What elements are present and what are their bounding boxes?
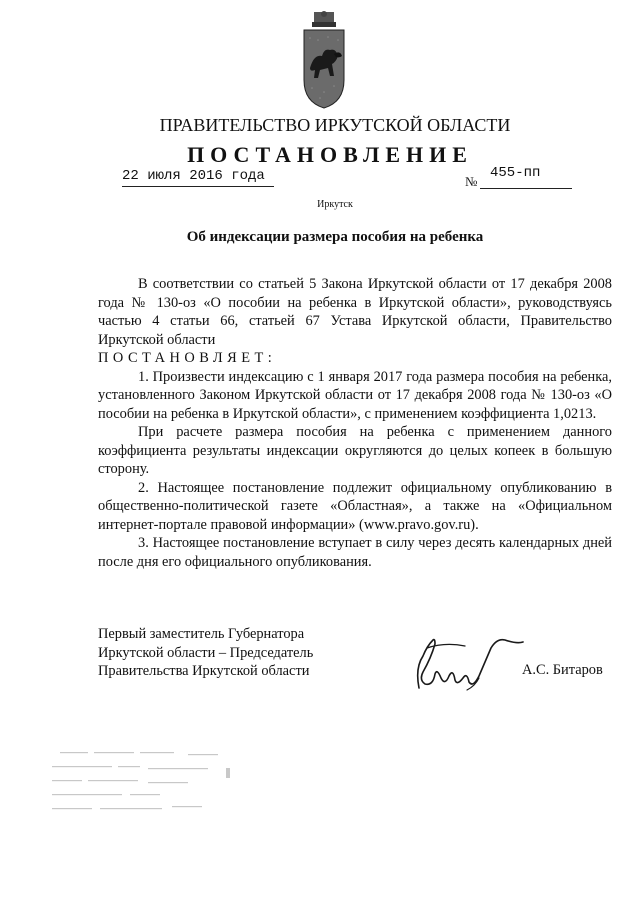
- handwritten-signature: [405, 628, 525, 698]
- organization-title: ПРАВИТЕЛЬСТВО ИРКУТСКОЙ ОБЛАСТИ: [159, 115, 511, 135]
- document-subject: Об индексации размера пособия на ребенка: [186, 229, 484, 245]
- date-underline: [122, 186, 274, 187]
- signer-name: А.С. Битаров: [522, 662, 603, 678]
- document-city: Иркутск: [317, 199, 353, 210]
- position-line-3: Правительства Иркутской области: [98, 663, 310, 679]
- signatory-position: [98, 625, 313, 681]
- document-number: 455-пп: [490, 165, 541, 181]
- resolves-word: ПОСТАНОВЛЯЕТ:: [98, 350, 277, 366]
- item-1-paragraph: 1. Произвести индексацию с 1 января 2017 года размера пособия на ребенка, установленного Законом Иркутской области от 17 декабря 2008 года № 130-оз «О пособии на ребенка в Иркутской области», с применением коэффициента 1,0213.: [98, 368, 612, 422]
- coat-of-arms-emblem: [300, 10, 348, 110]
- emblem-crown: [312, 11, 336, 27]
- item-3-paragraph: 3. Настоящее постановление вступает в силу через десять календарных дней после дня его официального опубликования.: [98, 535, 612, 570]
- document-date: 22 июля 2016 года: [122, 168, 265, 184]
- number-sign: №: [465, 174, 478, 189]
- number-underline: [480, 188, 572, 189]
- item-2-paragraph: 2. Настоящее постановление подлежит официальному опубликованию в общественно-политической газете «Областная», а также на «Официальном интернет-портале правовой информации» (www.pravo.gov.ru).: [98, 479, 612, 533]
- document-type-heading: ПОСТАНОВЛЕНИЕ: [187, 142, 473, 167]
- preamble-paragraph: В соответствии со статьей 5 Закона Иркутской области от 17 декабря 2008 года № 130-оз «О пособии на ребенка в Иркутской области», руководствуясь частью 4 статьи 66, статьей 67 Устава Иркутской области, Правительство Иркутской области: [98, 276, 612, 348]
- position-line-1: Первый заместитель Губернатора: [98, 626, 305, 642]
- faint-stamp-marks: [48, 748, 238, 823]
- position-line-2: Иркутской области – Председатель: [98, 644, 314, 661]
- item-1-note-paragraph: При расчете размера пособия на ребенка с применением данного коэффициента результаты индексации округляются до целых копеек в большую сторону.: [98, 424, 612, 477]
- document-body: [98, 275, 612, 571]
